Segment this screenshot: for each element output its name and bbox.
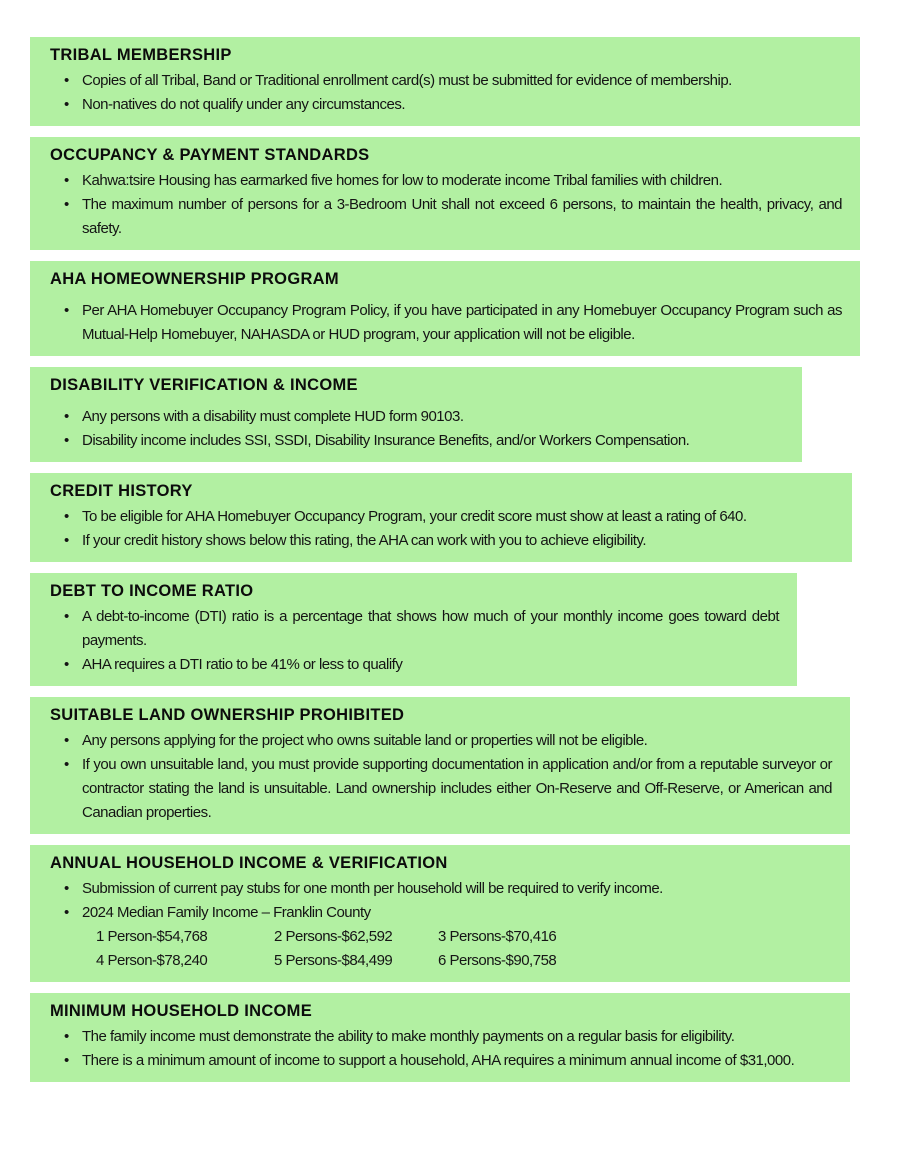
bullet-item: • Any persons applying for the project who owns suitable land or properties will not be eligible. — [64, 729, 832, 753]
bullet-item: • There is a minimum amount of income to support a household, AHA requires a minimum annual income of $31,000. — [64, 1049, 832, 1073]
income-cell: 1 Person-$54,768 — [96, 928, 208, 945]
section-title: DISABILITY VERIFICATION & INCOME — [50, 376, 358, 394]
section-title: CREDIT HISTORY — [50, 482, 193, 500]
section-disability-verification-income — [30, 367, 802, 462]
bullet-item: • 2024 Median Family Income – Franklin County — [64, 901, 832, 925]
section-title: OCCUPANCY & PAYMENT STANDARDS — [50, 146, 370, 164]
bullet-item: • The maximum number of persons for a 3-Bedroom Unit shall not exceed 6 persons, to maintain the health, privacy, and safety. — [64, 193, 842, 241]
section-title: DEBT TO INCOME RATIO — [50, 582, 254, 600]
section-suitable-land-ownership — [30, 697, 850, 834]
bullet-item: • To be eligible for AHA Homebuyer Occupancy Program, your credit score must show at least a rating of 640. — [64, 505, 834, 529]
section-aha-homeownership-program — [30, 261, 860, 356]
section-tribal-membership — [30, 37, 860, 126]
income-cell: 2 Persons-$62,592 — [274, 928, 393, 945]
income-cell: 4 Person-$78,240 — [96, 952, 208, 969]
section-title: AHA HOMEOWNERSHIP PROGRAM — [50, 270, 339, 288]
section-annual-household-income — [30, 845, 850, 982]
bullet-item: • AHA requires a DTI ratio to be 41% or less to qualify — [64, 653, 779, 677]
bullet-item: • Disability income includes SSI, SSDI, Disability Insurance Benefits, and/or Workers Compensation. — [64, 429, 784, 453]
median-income-table — [96, 925, 832, 973]
bullet-item: • Any persons with a disability must complete HUD form 90103. — [64, 405, 784, 429]
section-credit-history — [30, 473, 852, 562]
income-cell: 5 Persons-$84,499 — [274, 952, 393, 969]
section-title: TRIBAL MEMBERSHIP — [50, 46, 232, 64]
section-title: ANNUAL HOUSEHOLD INCOME & VERIFICATION — [50, 854, 448, 872]
income-cell: 3 Persons-$70,416 — [438, 928, 557, 945]
income-cell: 6 Persons-$90,758 — [438, 952, 557, 969]
section-debt-to-income-ratio — [30, 573, 797, 686]
bullet-item: • If your credit history shows below this rating, the AHA can work with you to achieve eligibility. — [64, 529, 834, 553]
bullet-item: • Per AHA Homebuyer Occupancy Program Policy, if you have participated in any Homebuyer Occupancy Program such as Mutual-Help Homebuyer, NAHASDA or HUD program, your application will not be eligible. — [64, 299, 842, 347]
bullet-item: • Kahwa:tsire Housing has earmarked five homes for low to moderate income Tribal families with children. — [64, 169, 842, 193]
section-minimum-household-income — [30, 993, 850, 1082]
bullet-item: • The family income must demonstrate the ability to make monthly payments on a regular basis for eligibility. — [64, 1025, 832, 1049]
bullet-item: • Non-natives do not qualify under any circumstances. — [64, 93, 842, 117]
section-occupancy-payment-standards — [30, 137, 860, 250]
section-title: SUITABLE LAND OWNERSHIP PROHIBITED — [50, 706, 405, 724]
bullet-item: • A debt-to-income (DTI) ratio is a percentage that shows how much of your monthly income goes toward debt payments. — [64, 605, 779, 653]
bullet-item: • If you own unsuitable land, you must provide supporting documentation in application and/or from a reputable surveyor or contractor stating the land is unsuitable. Land ownership includes either On-Reserve and Off-Reserve, or American and Canadian properties. — [64, 753, 832, 825]
bullet-item: • Copies of all Tribal, Band or Traditional enrollment card(s) must be submitted for evidence of membership. — [64, 69, 842, 93]
section-title: MINIMUM HOUSEHOLD INCOME — [50, 1002, 313, 1020]
bullet-item: • Submission of current pay stubs for one month per household will be required to verify income. — [64, 877, 832, 901]
